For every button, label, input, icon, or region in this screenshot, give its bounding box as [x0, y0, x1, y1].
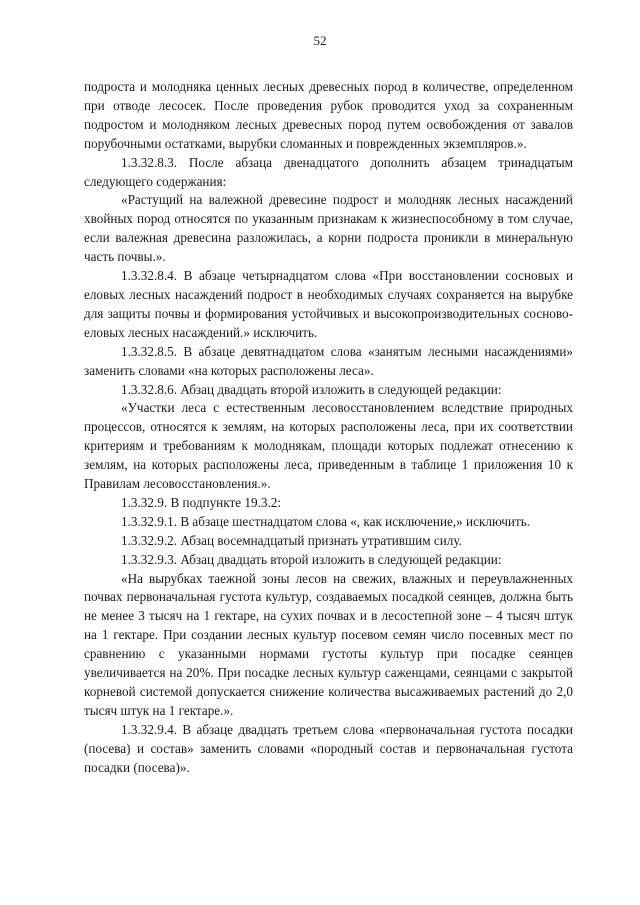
paragraph-1-3-32-8-6: 1.3.32.8.6. Абзац двадцать второй изложить в следующей редакции:: [121, 381, 502, 397]
paragraph-1-3-32-9-2: 1.3.32.9.2. Абзац восемнадцатый признать утратившим силу.: [121, 532, 462, 548]
paragraph-quote-vyrubki: «На вырубках таежной зоны лесов на свежих, влажных и переувлажненных почвах первоначальная густота культур, создаваемых посадкой сеянцев, должна быть не менее 3 тысяч на 1 гектаре, на сухих почвах и в лесостепной зоне – 4 тысяч штук на 1 гектаре. При создании лесных культур посевом семян число посевных мест по сравнению с указанными нормами густоты культур при посадке сеянцев увеличивается на 20%. При посадке лесных культур саженцами, сеянцами с закрытой корневой системой допускается снижение количества высаживаемых растений до 2,0 тысяч штук на 1 гектаре.».: [84, 570, 573, 718]
paragraph-quote-uchastki: «Участки леса с естественным лесовосстановлением вследствие природных процессов, относятся к землям, на которых расположены леса, при их соответствии критериям и требованиям к молоднякам, площади которых подлежат отнесению к землям, на которых расположены леса, приведенным в таблице 1 приложения 10 к Правилам лесовосстановления.».: [84, 400, 573, 492]
paragraph-1-3-32-9: 1.3.32.9. В подпункте 19.3.2:: [121, 494, 282, 510]
page-number: 52: [313, 33, 327, 48]
paragraph-1-3-32-9-3: 1.3.32.9.3. Абзац двадцать второй изложить в следующей редакции:: [121, 551, 502, 567]
paragraph-1-3-32-9-1: 1.3.32.9.1. В абзаце шестнадцатом слова «, как исключение,» исключить.: [121, 513, 531, 529]
paragraph-continuation: подроста и молодняка ценных лесных древесных пород в количестве, определенном при отводе лесосек. После проведения рубок проводится уход за сохраненным подростом и молодняком лесных древесных пород путем освобождения от завалов порубочными остатками, вырубки сломанных и поврежденных экземпляров.».: [84, 79, 573, 151]
paragraph-quote-valezh: «Растущий на валежной древесине подрост и молодняк лесных насаждений хвойных пород относятся по указанным признакам к жизнеспособному в том случае, если валежная древесина разложилась, а корни подроста проникли в минеральную часть почвы.».: [84, 192, 573, 265]
paragraph-1-3-32-8-3: 1.3.32.8.3. После абзаца двенадцатого дополнить абзацем тринадцатым следующего содержания:: [84, 154, 573, 189]
paragraph-1-3-32-8-4: 1.3.32.8.4. В абзаце четырнадцатом слова «При восстановлении сосновых и еловых лесных насаждений подрост в необходимых случаях сохраняется на вырубке для защиты почвы и формирования устойчивых и высокопроизводительных сосново-еловых лесных насаждений.» исключить.: [84, 268, 573, 340]
document-body: [84, 78, 573, 778]
paragraph-1-3-32-9-4: 1.3.32.9.4. В абзаце двадцать третьем слова «первоначальная густота посадки (посева) и состав» заменить словами «породный состав и первоначальная густота посадки (посева)».: [84, 721, 573, 775]
paragraph-1-3-32-8-5: 1.3.32.8.5. В абзаце девятнадцатом слова «занятым лесными насаждениями» заменить словами «на которых расположены леса».: [84, 343, 573, 378]
